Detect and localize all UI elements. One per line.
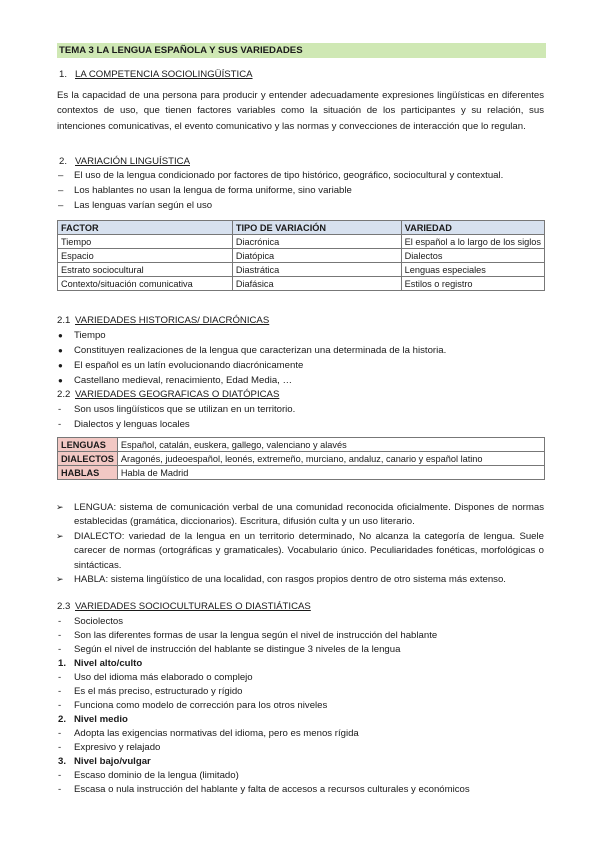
section-2-3-number: 2.3 <box>57 601 71 612</box>
table-cell: Diacrónica <box>232 235 401 249</box>
list-item: Escaso dominio de la lengua (limitado) <box>74 770 239 781</box>
table-cell: El español a lo largo de los siglos <box>401 235 544 249</box>
dash-marker: – <box>58 170 64 181</box>
table-cell: Aragonés, judeoespañol, leonés, extremeño, murciano, andaluz, canario y español latino <box>117 452 544 466</box>
dash-marker: - <box>58 784 62 795</box>
table-row <box>58 277 545 291</box>
variation-table <box>57 220 545 291</box>
table-row <box>58 263 545 277</box>
list-item: Uso del idioma más elaborado o complejo <box>74 672 253 683</box>
section-2-1-number: 2.1 <box>57 315 71 326</box>
table-cell: Español, catalán, euskera, gallego, valenciano y alavés <box>117 438 544 452</box>
table-cell: Diastrática <box>232 263 401 277</box>
column-header: VARIEDAD <box>401 221 544 235</box>
list-item: Dialectos y lenguas locales <box>74 419 190 430</box>
definition-dialecto: DIALECTO: variedad de la lengua en un territorio determinado, No alcanza la categoría de lengua. Suele carecer de normas (ortográficas y gramaticales). Vocabulario único. Peculiaridades fonéticas, morfológicas o sintácticas. <box>74 531 544 571</box>
dash-marker: - <box>58 686 62 697</box>
table-cell: Habla de Madrid <box>117 466 544 480</box>
level-number: 2. <box>58 714 67 725</box>
list-item: Adopta las exigencias normativas del idioma, pero es menos rígida <box>74 728 359 739</box>
dash-marker: - <box>58 700 62 711</box>
table-cell: Lenguas especiales <box>401 263 544 277</box>
list-item: Las lenguas varían según el uso <box>74 200 213 211</box>
column-header: TIPO DE VARIACIÓN <box>232 221 401 235</box>
bullet-marker: ● <box>58 346 63 355</box>
level-heading: Nivel bajo/vulgar <box>74 756 151 767</box>
table-cell: Diatópica <box>232 249 401 263</box>
section-2-2-heading: VARIEDADES GEOGRAFICAS O DIATÓPICAS <box>75 389 280 400</box>
dash-marker: - <box>58 404 62 415</box>
arrow-bullet-icon: ➢ <box>56 531 64 541</box>
definition-habla: HABLA: sistema lingüístico de una localidad, con rasgos propios dentro de otro sistema más extenso. <box>74 574 506 585</box>
list-item: Escasa o nula instrucción del hablante y falta de accesos a recursos culturales y económicos <box>74 784 470 795</box>
section-2-heading: VARIACIÓN LINGUÍSTICA <box>75 156 190 167</box>
bullet-marker: ● <box>58 331 63 340</box>
dash-marker: - <box>58 630 62 641</box>
table-row <box>58 452 545 466</box>
level-number: 1. <box>58 658 67 669</box>
arrow-bullet-icon: ➢ <box>56 502 64 512</box>
table-cell: Espacio <box>58 249 233 263</box>
section-2-2-number: 2.2 <box>57 389 71 400</box>
dash-marker: – <box>58 200 64 211</box>
level-number: 3. <box>58 756 67 767</box>
document-title: TEMA 3 LA LENGUA ESPAÑOLA Y SUS VARIEDADES <box>57 43 546 58</box>
bullet-marker: ● <box>58 376 63 385</box>
bullet-marker: ● <box>58 361 63 370</box>
list-item: El español es un latín evolucionando diacrónicamente <box>74 360 304 371</box>
dialect-table <box>57 437 545 480</box>
list-item: Según el nivel de instrucción del hablante se distingue 3 niveles de la lengua <box>74 644 401 655</box>
list-item: Sociolectos <box>74 616 124 627</box>
list-item: Castellano medieval, renacimiento, Edad Media, … <box>74 375 293 386</box>
table-cell: Tiempo <box>58 235 233 249</box>
row-header: LENGUAS <box>58 438 118 452</box>
list-item: Los hablantes no usan la lengua de forma uniforme, sino variable <box>74 185 352 196</box>
column-header: FACTOR <box>58 221 233 235</box>
list-item: Son las diferentes formas de usar la lengua según el nivel de instrucción del hablante <box>74 630 438 641</box>
row-header: DIALECTOS <box>58 452 118 466</box>
list-item: Constituyen realizaciones de la lengua que caracterizan una determinada de la historia. <box>74 345 447 356</box>
list-item: Son usos lingüísticos que se utilizan en un territorio. <box>74 404 296 415</box>
table-cell: Estilos o registro <box>401 277 544 291</box>
level-heading: Nivel alto/culto <box>74 658 143 669</box>
table-row <box>58 249 545 263</box>
table-cell: Diafásica <box>232 277 401 291</box>
table-cell: Estrato sociocultural <box>58 263 233 277</box>
section-1-heading: LA COMPETENCIA SOCIOLINGÜÍSTICA <box>75 69 253 80</box>
list-item: Tiempo <box>74 330 106 341</box>
level-heading: Nivel medio <box>74 714 128 725</box>
row-header: HABLAS <box>58 466 118 480</box>
dash-marker: - <box>58 644 62 655</box>
table-row <box>58 438 545 452</box>
dash-marker: - <box>58 728 62 739</box>
table-header-row <box>58 221 545 235</box>
dash-marker: - <box>58 419 62 430</box>
dash-marker: - <box>58 770 62 781</box>
list-item: Es el más preciso, estructurado y rígido <box>74 686 243 697</box>
table-cell: Dialectos <box>401 249 544 263</box>
list-item: El uso de la lengua condicionado por factores de tipo histórico, geográfico, sociocultural y contextual. <box>74 170 504 181</box>
section-2-3-heading: VARIEDADES SOCIOCULTURALES O DIASTIÁTICAS <box>75 601 311 612</box>
table-cell: Contexto/situación comunicativa <box>58 277 233 291</box>
arrow-bullet-icon: ➢ <box>56 574 64 584</box>
table-row <box>58 466 545 480</box>
dash-marker: - <box>58 742 62 753</box>
dash-marker: - <box>58 616 62 627</box>
table-row <box>58 235 545 249</box>
dash-marker: - <box>58 672 62 683</box>
definition-lengua: LENGUA: sistema de comunicación verbal de una comunidad reconocida oficialmente. Dispones de normas establecidas (gramática, diccionarios). Escritura, difusión culta y un uso literario. <box>74 502 544 528</box>
section-1-paragraph: Es la capacidad de una persona para producir y entender adecuadamente expresiones lingüísticas en diferentes contextos de uso, que tienen factores variables como la situación de los participantes y su relación, sus intenciones comunicativas, el evento comunicativo y las normas y convecciones de interacción que lo regulan. <box>57 90 544 132</box>
list-item: Expresivo y relajado <box>74 742 161 753</box>
section-1-number: 1. <box>59 69 68 80</box>
section-2-number: 2. <box>59 156 68 167</box>
list-item: Funciona como modelo de corrección para los otros niveles <box>74 700 328 711</box>
section-2-1-heading: VARIEDADES HISTORICAS/ DIACRÓNICAS <box>75 315 270 326</box>
dash-marker: – <box>58 185 64 196</box>
